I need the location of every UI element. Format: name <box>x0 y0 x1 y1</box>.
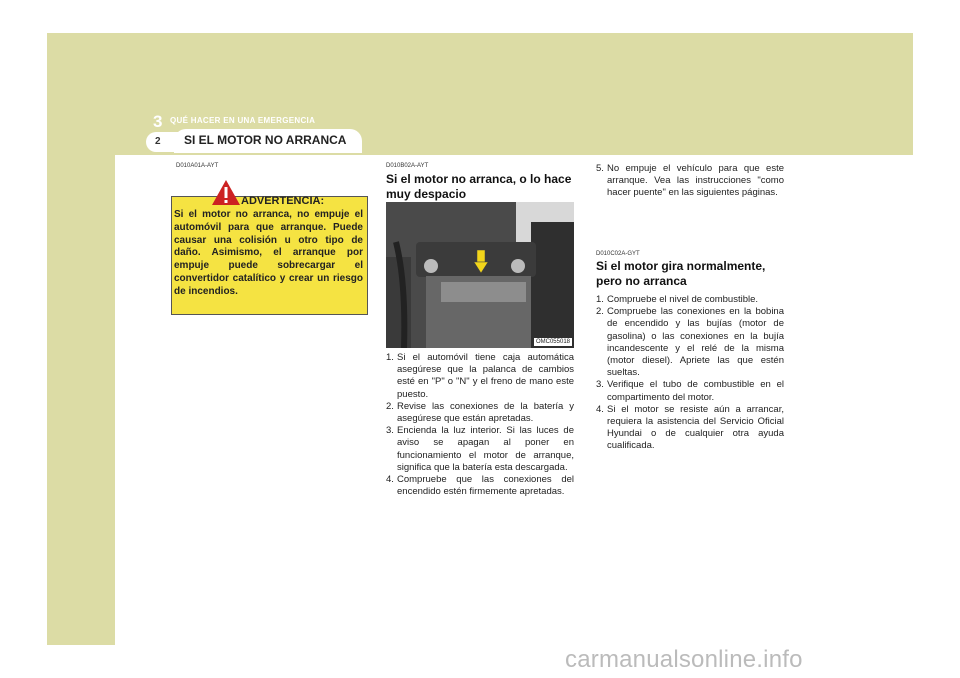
list-item: 2. Revise las conexiones de la batería y asegúrese que están apretadas. <box>386 400 574 425</box>
middle-heading: Si el motor no arranca, o lo hace muy despacio <box>386 172 572 201</box>
list-item: 5. No empuje el vehículo para que este arranque. Vea las instrucciones "como hacer puente" en las siguientes páginas. <box>596 163 784 199</box>
list-item: 1. Compruebe el nivel de combustible. <box>596 294 759 305</box>
right-steps-list <box>596 294 784 453</box>
middle-steps-list <box>386 352 574 498</box>
left-code: D010A01A-AYT <box>176 163 219 169</box>
list-item: 2. Compruebe las conexiones en la bobina de encendido y las bujías (motor de gasolina) o las conexiones en la bujía incandescente y el relé de la misma (motor diesel). Apriete las que estén sueltas. <box>596 306 784 379</box>
list-item: 4. Si el motor se resiste aún a arrancar, requiera la asistencia del Servicio Oficial Hyundai o de cualquier otra ayuda cualificada. <box>596 403 784 452</box>
list-item: 1. Si el automóvil tiene caja automática asegúrese que la palanca de cambios esté en "P" o "N" y el freno de mano este puesto. <box>386 352 574 400</box>
page-number: 2 <box>155 136 161 147</box>
chapter-number: 3 <box>153 112 163 131</box>
photo-label: OMC055018 <box>535 339 570 345</box>
right-heading: Si el motor gira normalmente, pero no arranca <box>596 259 766 288</box>
battery-illustration <box>386 202 574 348</box>
list-item: 3. Encienda la luz interior. Si las luces de aviso se apagan al poner en funcionamiento el motor de arranque, significa que la batería esta descargada. <box>386 425 574 473</box>
warning-title: ADVERTENCIA: <box>241 195 325 207</box>
middle-code: D010B02A-AYT <box>386 163 429 169</box>
section-title: SI EL MOTOR NO ARRANCA <box>184 133 347 147</box>
warning-triangle-icon <box>211 179 241 206</box>
list-item: 3. Verifique el tubo de combustible en el compartimento del motor. <box>596 379 784 403</box>
list-item: 4. Compruebe que las conexiones del encendido estén firmemente apretadas. <box>386 474 574 498</box>
warning-text: Si el motor no arranca, no empuje el automóvil para que arranque. Puede causar una colisión u otro tipo de daño. Asimismo, el arranque por empuje puede sobrecargar el convertidor catalítico y crear un riesgo de incendios. <box>174 209 363 297</box>
watermark: carmanualsonline.info <box>565 646 803 673</box>
battery-photo <box>386 202 574 348</box>
right-step-five <box>596 163 784 200</box>
chapter-title: QUÉ HACER EN UNA EMERGENCIA <box>170 116 316 125</box>
arrow-down-icon <box>474 250 488 274</box>
right-code: D010C02A-GYT <box>596 251 640 257</box>
